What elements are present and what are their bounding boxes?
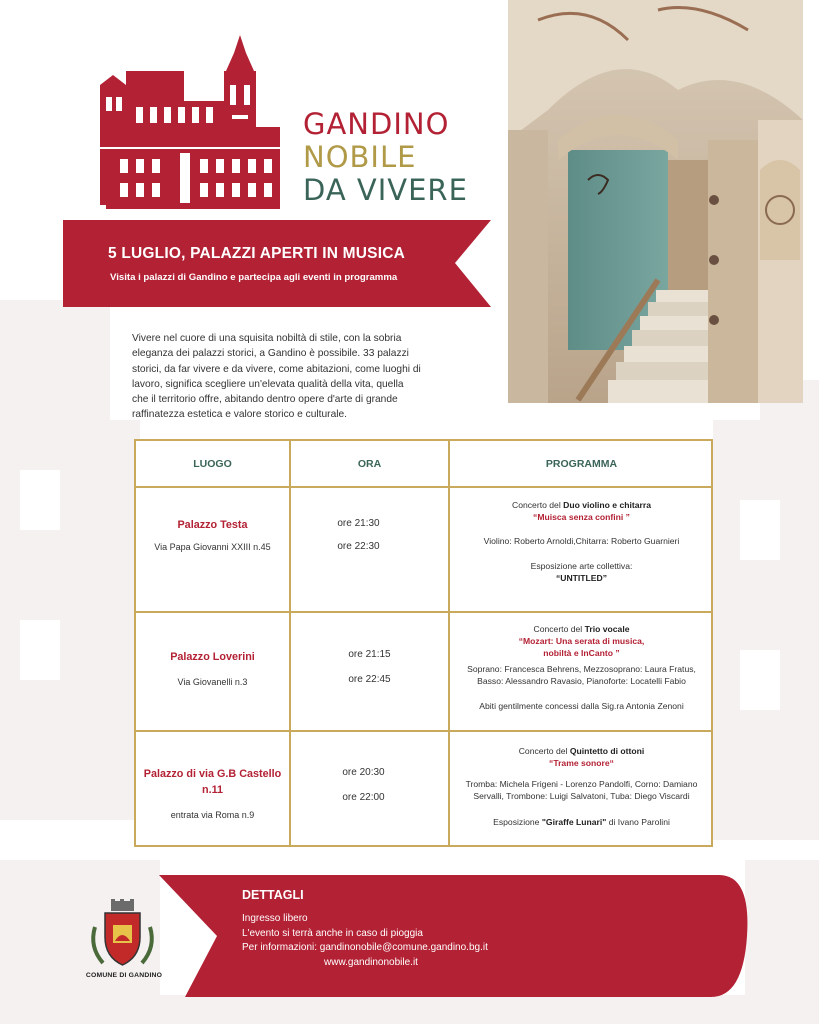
place-name: Palazzo Testa	[177, 519, 248, 531]
banner-subtitle: Visita i palazzi di Gandino e partecipa agli eventi in programma	[110, 272, 398, 283]
concert-group: Duo violino e chitarra	[563, 500, 651, 510]
intro-line: che il territorio offre, abitando dentro opere d'arte di grande	[132, 394, 398, 406]
place-name: n.11	[201, 784, 223, 796]
performers: Basso: Alessandro Ravasio, Pianoforte: Locatelli Fabio	[477, 676, 686, 686]
table-row-2-times	[291, 649, 448, 685]
concert-prefix: Concerto del	[533, 624, 585, 634]
table-row-3-program	[450, 745, 713, 828]
exhibition-prefix: Esposizione arte collettiva:	[530, 561, 633, 571]
exhibition-line	[450, 816, 713, 828]
concert-group: Trio vocale	[584, 624, 630, 634]
place-name: Palazzo Loverini	[170, 651, 255, 663]
table-row-3-times	[291, 767, 436, 803]
palace-staircase-photo	[508, 0, 803, 403]
time-slot: ore 21:30	[337, 518, 380, 529]
place-address: Via Giovanelli n.3	[177, 677, 248, 687]
header-ora: ORA	[357, 458, 382, 470]
header-luogo: LUOGO	[193, 458, 232, 470]
table-row-3-place	[136, 766, 289, 820]
time-slot: ore 22:30	[337, 541, 380, 552]
concert-line	[450, 499, 713, 511]
concert-line	[450, 745, 713, 757]
exhibition-prefix: Esposizione	[493, 817, 542, 827]
place-address: entrata via Roma n.9	[170, 810, 255, 820]
details-website-link[interactable]: www.gandinonobile.it	[324, 957, 418, 968]
table-row-1-times	[291, 518, 426, 552]
intro-line: eleganza dei palazzi storici, a Gandino è possibile. 33 palazzi	[132, 348, 409, 360]
concert-group: Quintetto di ottoni	[569, 746, 645, 756]
concert-title: “Mozart: Una serata di musica,	[518, 636, 645, 646]
concert-line	[450, 623, 713, 635]
details-entry: Ingresso libero	[242, 913, 308, 924]
gandino-palace-logo	[100, 35, 280, 210]
time-slot: ore 21:15	[348, 649, 391, 660]
time-slot: ore 22:45	[348, 674, 391, 685]
table-row-1-program	[450, 499, 713, 584]
intro-line: Vivere nel cuore di una squisita nobiltà di stile, con la sobria	[132, 333, 402, 344]
comune-crest	[85, 897, 163, 987]
intro-paragraph	[132, 331, 422, 423]
place-name: Palazzo di via G.B Castello	[143, 768, 282, 780]
details-heading: DETTAGLI	[242, 888, 304, 902]
exhibition-title: "Giraffe Lunari"	[541, 817, 607, 827]
details-contact-email[interactable]: Per informazioni: gandinonobile@comune.gandino.bg.it	[242, 942, 488, 953]
program-table	[134, 439, 713, 847]
concert-title: “Muisca senza confini ”	[533, 512, 630, 522]
intro-line: storici, da far vivere e da vivere, come abitazioni, come luoghi di	[132, 363, 421, 375]
table-row-2-program	[450, 623, 713, 712]
details-banner	[159, 875, 751, 997]
brand-line-2: NOBILE	[303, 140, 417, 174]
performers: Servalli, Trombone: Luigi Salvatoni, Tuba: Diego Viscardi	[473, 791, 690, 801]
table-row-2-place	[136, 649, 289, 687]
crest-caption: COMUNE DI GANDINO	[85, 972, 163, 979]
crest-shield-icon	[85, 897, 160, 972]
details-rain: L'evento si terrà anche in caso di pioggia	[242, 928, 423, 939]
concert-prefix: Concerto del	[518, 746, 570, 756]
brand-title	[303, 108, 468, 207]
table-row-1-place	[136, 517, 289, 552]
concert-title: nobiltà e InCanto ”	[543, 648, 620, 658]
intro-line: raffinatezza estetica e valore storico e culturale.	[132, 409, 347, 421]
time-slot: ore 20:30	[342, 767, 385, 778]
header-programma: PROGRAMMA	[545, 458, 618, 470]
exhibition-note: Abiti gentilmente concessi dalla Sig.ra Antonia Zenoni	[479, 701, 684, 711]
title-banner	[63, 220, 491, 307]
brand-line-1: GANDINO	[303, 107, 450, 141]
performers: Tromba: Michela Frigeni - Lorenzo Pandolfi, Corno: Damiano	[465, 779, 698, 789]
banner-title: 5 LUGLIO, PALAZZI APERTI IN MUSICA	[108, 245, 405, 262]
exhibition-suffix: di Ivano Parolini	[606, 817, 670, 827]
brand-line-3: DA VIVERE	[303, 173, 468, 207]
performers: Violino: Roberto Arnoldi,Chitarra: Roberto Guarnieri	[483, 536, 680, 546]
concert-prefix: Concerto del	[512, 500, 564, 510]
place-address: Via Papa Giovanni XXIII n.45	[154, 542, 271, 552]
exhibition-title: “UNTITLED”	[555, 573, 608, 583]
concert-title: “Trame sonore“	[549, 758, 614, 768]
intro-line: lavoro, significa scegliere un'elevata qualità della vita, quella	[132, 378, 404, 390]
performers: Soprano: Francesca Behrens, Mezzosoprano: Laura Fratus,	[467, 664, 696, 674]
time-slot: ore 22:00	[342, 792, 385, 803]
